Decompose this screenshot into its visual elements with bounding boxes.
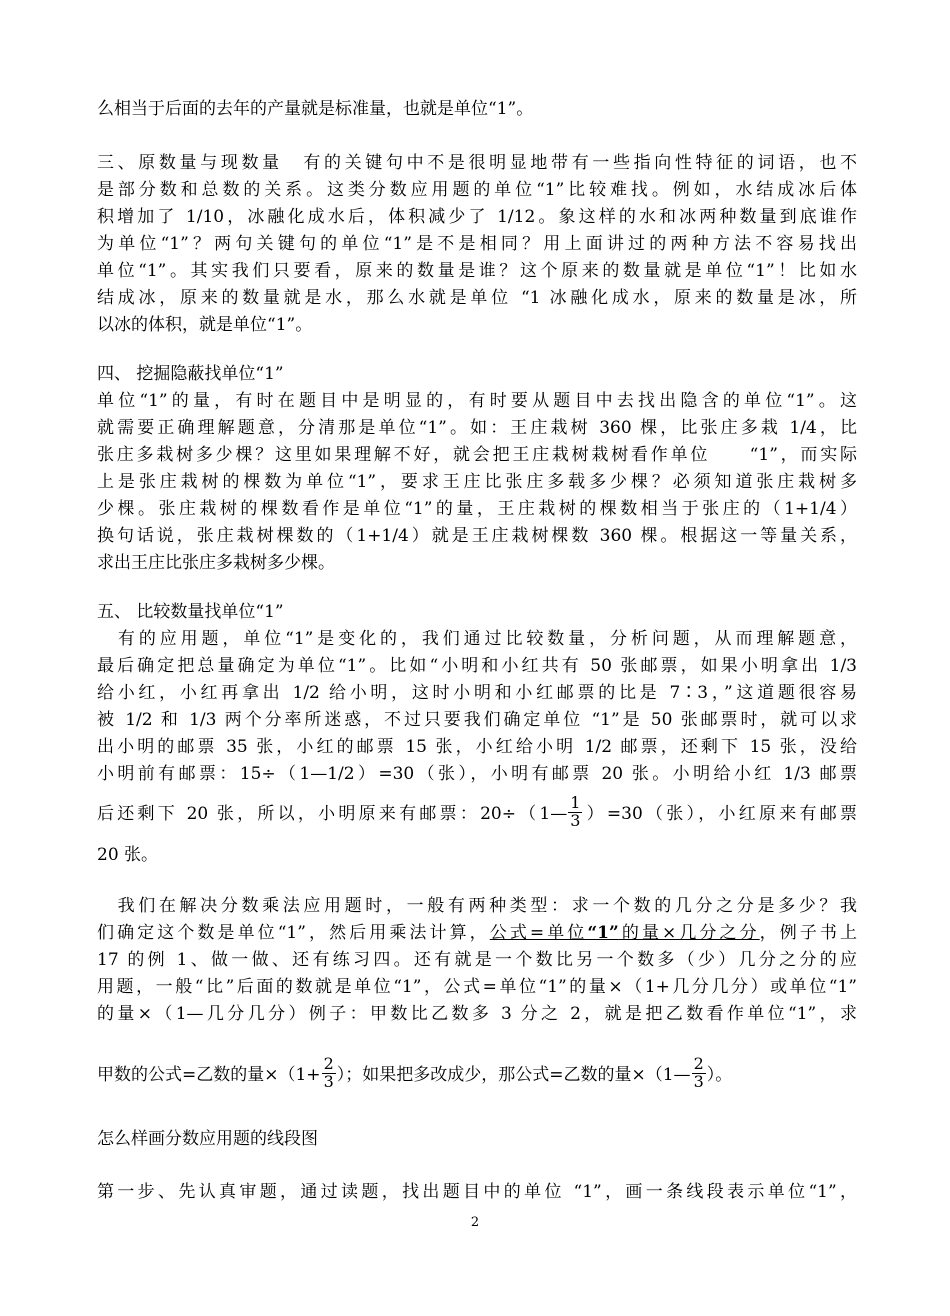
fraction-denominator: 3 [323, 1072, 334, 1091]
section3-line-2: 是部分数和总数的关系。这类分数应用题的单位“1”比较难找。例如，水结成冰后体 [97, 180, 857, 200]
intro-line-1: 么相当于后面的去年的产量就是标准量，也就是单位“1”。 [97, 99, 534, 119]
section5-line-8: 20 张。 [97, 845, 159, 865]
line-diagram-step-1: 第一步、先认真审题，通过读题，找出题目中的单位 “1”，画一条线段表示单位“1”， [97, 1182, 857, 1202]
section4-line-2: 就需要正确理解题意，分清那是单位“1”。如：王庄栽树 360 棵，比张庄多栽 1/4，比 [97, 418, 857, 438]
fraction-two-thirds-plus [322, 1056, 336, 1091]
summary-line-6 [97, 1054, 857, 1096]
summary-line-6-part-b: ）；如果把多改成少，那公式=乙数的量×（1— [336, 1065, 691, 1085]
section3-line-4: 为单位“1”？两句关键句的单位“1”是不是相同？用上面讲过的两种方法不容易找出 [97, 234, 857, 254]
section4-line-3: 张庄多栽树多少棵？这里如果理解不好，就会把王庄栽树栽树看作单位 “1”，而实际 [97, 445, 857, 465]
section4-heading: 四、 挖掘隐蔽找单位“1” [97, 364, 284, 384]
summary-line-2 [97, 921, 857, 945]
line-diagram-heading: 怎么样画分数应用题的线段图 [97, 1129, 318, 1149]
section3-line-5: 单位“1”。其实我们只要看，原来的数量是谁？这个原来的数量就是单位“1”！比如水 [97, 261, 857, 281]
section5-line-7 [97, 794, 857, 834]
summary-line-1: 我们在解决分数乘法应用题时，一般有两种类型：求一个数的几分之分是多少？我 [97, 896, 857, 916]
section4-line-7: 求出王庄比张庄多栽树多少棵。 [97, 553, 335, 573]
summary-line-5: 的量×（1—几分几分）例子：甲数比乙数多 3 分之 2，就是把乙数看作单位“1”，求 [97, 1004, 857, 1024]
section5-line-4: 被 1/2 和 1/3 两个分率所迷惑，不过只要我们确定单位 “1”是 50 张邮票时，就可以求 [97, 710, 857, 730]
section5-line-5: 出小明的邮票 35 张，小红的邮票 15 张，小红给小明 1/2 邮票，还剩下 15 张，没给 [97, 737, 857, 757]
section5-line-7-part-b: ）=30（张），小红原来有邮票 [583, 804, 857, 824]
section3-line-1: 三、原数量与现数量 有的关键句中不是很明显地带有一些指向性特征的词语，也不 [97, 153, 857, 173]
summary-line-6-part-c: ）。 [706, 1065, 733, 1085]
formula-underlined [490, 923, 760, 943]
summary-line-3: 17 的例 1、做一做、还有练习四。还有就是一个数比另一个数多（少）几分之分的应 [97, 950, 857, 970]
section5-line-3: 给小红，小红再拿出 1/2 给小明，这时小明和小红邮票的比是 7∶3，”这道题很容易 [97, 683, 857, 703]
fraction-denominator: 3 [693, 1072, 704, 1091]
section4-line-5: 少棵。张庄栽树的棵数看作是单位“1”的量，王庄栽树的棵数相当于张庄的（1+1/4） [97, 499, 857, 519]
fraction-numerator: 1 [570, 793, 581, 813]
summary-line-6-part-a: 甲数的公式=乙数的量×（1+ [97, 1065, 321, 1085]
summary-line-4: 用题，一般“比”后面的数就是单位“1”，公式=单位“1”的量×（1+几分几分）或单位“1” [97, 977, 857, 997]
section5-line-2: 最后确定把总量确定为单位“1”。比如“小明和小红共有 50 张邮票，如果小明拿出 1/3 [97, 656, 857, 676]
section3-line-6: 结成冰，原来的数量就是水，那么水就是单位 “1 冰融化成水，原来的数量是冰，所 [97, 288, 857, 308]
section5-line-1: 有的应用题，单位“1”是变化的，我们通过比较数量，分析问题，从而理解题意， [97, 629, 857, 649]
fraction-denominator: 3 [570, 811, 581, 830]
section5-heading: 五、 比较数量找单位“1” [97, 602, 284, 622]
fraction-numerator: 2 [323, 1054, 334, 1074]
summary-line-2-part-a: 们确定这个数是单位“1”，然后用乘法计算， [97, 923, 490, 943]
section3-line-3: 积增加了 1/10，冰融化成水后，体积减少了 1/12。象这样的水和冰两种数量到底谁作 [97, 207, 857, 227]
section4-line-4: 上是张庄栽树的棵数为单位“1”，要求王庄比张庄多载多少棵？必须知道张庄栽树多 [97, 472, 857, 492]
fraction-two-thirds-minus [692, 1056, 706, 1091]
fraction-one-third [568, 795, 582, 830]
section4-line-1: 单位“1”的量，有时在题目中是明显的，有时要从题目中去找出隐含的单位“1”。这 [97, 391, 857, 411]
section5-line-6: 小明前有邮票：15÷（1—1/2）=30（张），小明有邮票 20 张。小明给小红 1/3 邮票 [97, 764, 857, 784]
formula-part-1: 公式=单位 [489, 923, 588, 943]
fraction-numerator: 2 [693, 1054, 704, 1074]
section3-line-7: 以冰的体积，就是单位“1”。 [97, 315, 313, 335]
section4-line-6: 换句话说，张庄栽树棵数的（1+1/4）就是王庄栽树棵数 360 棵。根据这一等量关系， [97, 526, 857, 546]
summary-line-2-part-b: ，例子书上 [759, 923, 857, 943]
formula-unit-one: “1” [587, 923, 619, 943]
formula-part-2: 的量×几分之分 [618, 923, 760, 943]
page-number: 2 [470, 1215, 480, 1230]
section5-line-7-part-a: 后还剩下 20 张，所以，小明原来有邮票：20÷（1— [97, 804, 568, 824]
